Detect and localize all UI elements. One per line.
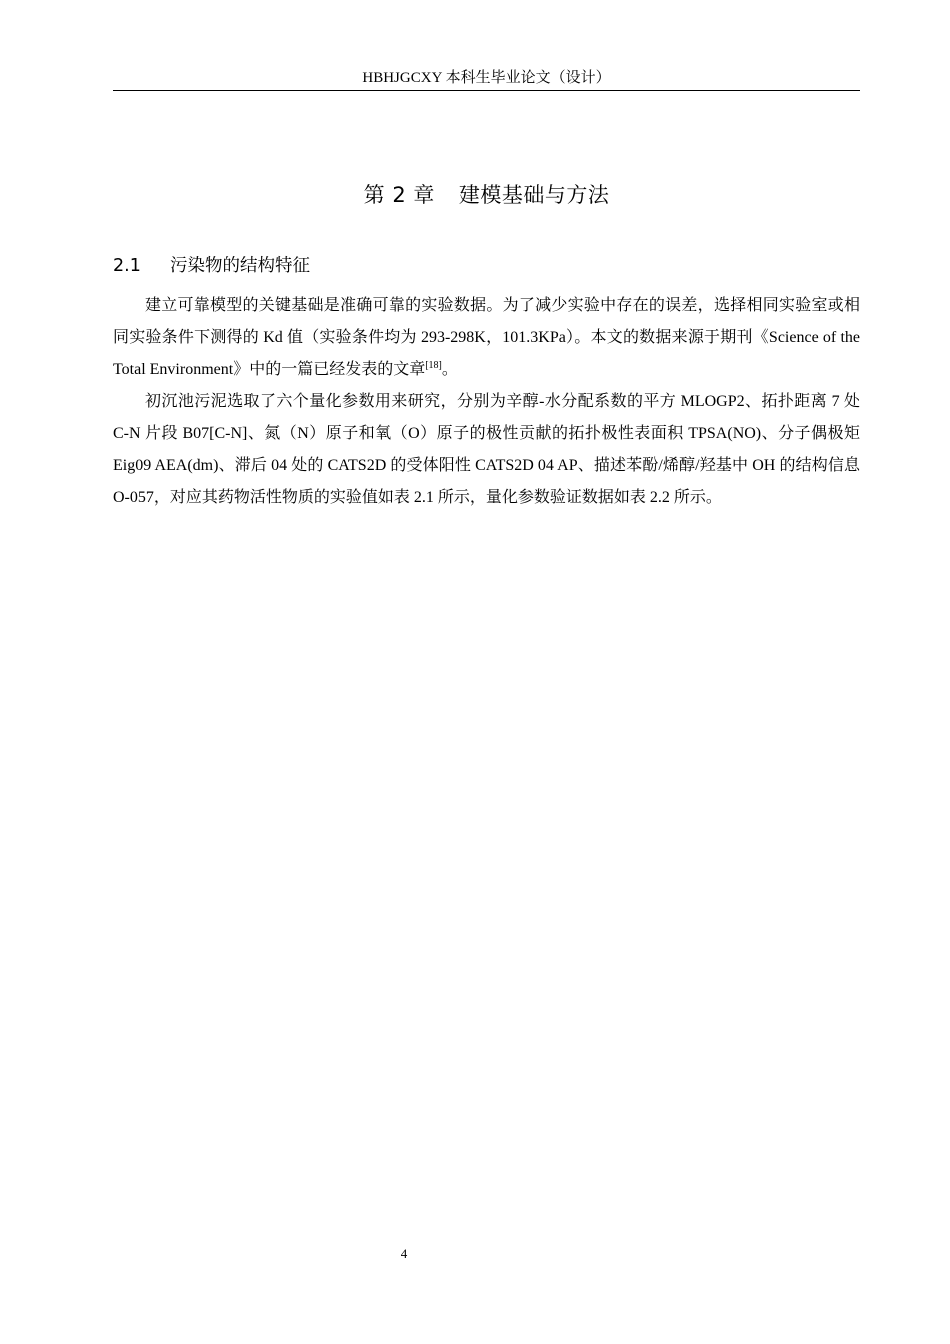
- section-heading: [113, 252, 860, 280]
- citation-ref[interactable]: [18]: [425, 360, 442, 371]
- body-text: [113, 290, 860, 514]
- section-title: 污染物的结构特征: [170, 256, 310, 276]
- paragraph-1-text: 建立可靠模型的关键基础是准确可靠的实验数据。为了减少实验中存在的误差，选择相同实验室或相同实验条件下测得的 Kd 值（实验条件均为 293-298K，101.3KPa）。本文的数据来源于期刊《Science of the Total Environment》中的一篇已经发表的文章: [113, 297, 860, 378]
- page-number: 4: [400, 1246, 408, 1261]
- paragraph-2-text: 初沉池污泥选取了六个量化参数用来研究，分别为辛醇-水分配系数的平方 MLOGP2、拓扑距离 7 处 C-N 片段 B07[C-N]、氮（N）原子和氧（O）原子的极性贡献的拓扑极性表面积 TPSA(NO)、分子偶极矩 Eig09 AEA(dm)、滞后 04 处的 CATS2D 的受体阳性 CATS2D 04 AP、描述苯酚/烯醇/羟基中 OH 的结构信息 O-057，对应其药物活性物质的实验值如表 2.1 所示，量化参数验证数据如表 2.2 所示。: [113, 393, 860, 506]
- running-header: HBHJGCXY 本科生毕业论文（设计）: [362, 70, 611, 86]
- header-rule: [113, 90, 860, 91]
- chapter-number: 第 2 章: [363, 183, 435, 207]
- chapter-title: [113, 178, 860, 212]
- section-number: 2.1: [113, 256, 141, 276]
- paragraph-1: [113, 290, 860, 386]
- paragraph-1-tail: 。: [441, 361, 458, 378]
- chapter-name: 建模基础与方法: [458, 183, 610, 207]
- paragraph-2: [113, 386, 860, 514]
